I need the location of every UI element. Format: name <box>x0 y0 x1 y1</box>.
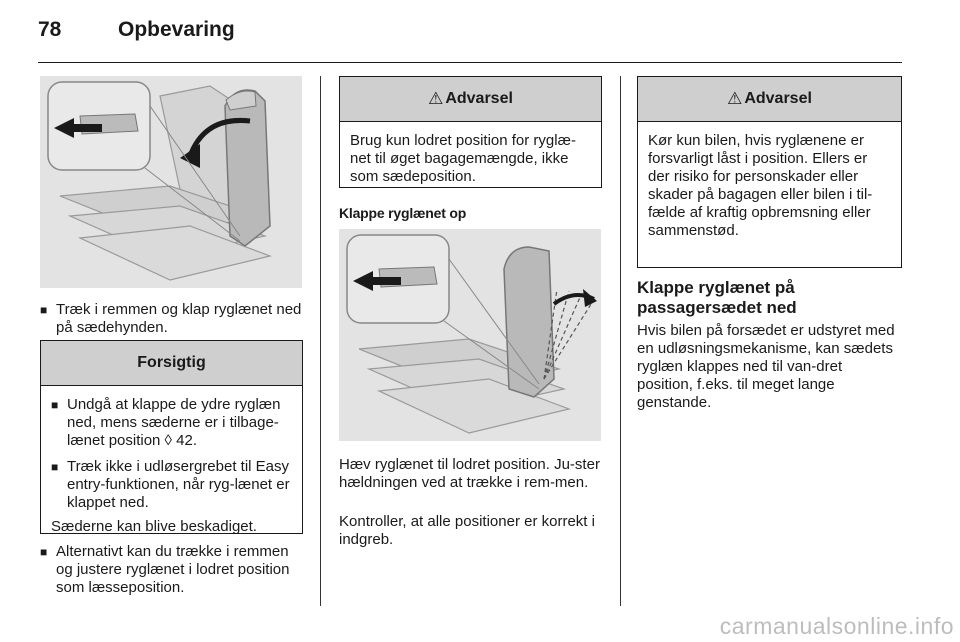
seat-raise-illustration <box>339 229 601 441</box>
warning-title: Advarsel <box>744 90 812 107</box>
seat-raise-drawing <box>339 229 601 441</box>
warning-header <box>638 77 901 122</box>
step-alternative-text: Alternativt kan du trække i remmen og justere ryglænet i lodret position som læsseposition. <box>56 543 290 596</box>
caution-item-easy-entry: Træk ikke i udløsergrebet til Easy entry-funktionen, når ryg-lænet er klappet ned. <box>67 458 290 511</box>
step-alternative <box>40 543 306 597</box>
bullet-icon: ■ <box>40 545 48 559</box>
warning-header <box>340 77 601 122</box>
passenger-seat-text: Hvis bilen på forsædet er udstyret med en udløsningsmekanisme, kan sædets ryglæn klappes ned til van-dret position, f.eks. til meget lange genstande. <box>637 322 895 411</box>
warning-title: Advarsel <box>445 90 513 107</box>
instruction-raise: Hæv ryglænet til lodret position. Ju-ster hældningen ved at trække i rem-men. <box>339 456 600 491</box>
seat-fold-illustration <box>40 76 302 288</box>
warning-text: Brug kun lodret position for ryglæ-net til øget bagagemængde, ikke som sædeposition. <box>350 132 576 185</box>
watermark: carmanualsonline.info <box>719 613 954 639</box>
section-title: Opbevaring <box>118 18 235 41</box>
bullet-icon: ■ <box>51 460 59 474</box>
warning-box-upright <box>339 76 602 188</box>
caution-header <box>41 341 302 386</box>
bullet-icon: ■ <box>40 303 48 317</box>
header-rule <box>38 62 902 63</box>
step-fold-down-text: Træk i remmen og klap ryglænet ned på sædehynden. <box>56 301 302 336</box>
caution-title: Forsigtig <box>137 354 206 371</box>
column-divider <box>320 76 321 606</box>
subheading-fold-up: Klappe ryglænet op <box>339 205 467 221</box>
bullet-icon: ■ <box>51 398 59 412</box>
instruction-check: Kontroller, at alle positioner er korrekt i indgreb. <box>339 513 595 548</box>
step-fold-down <box>40 301 302 337</box>
caution-note: Sæderne kan blive beskadiget. <box>51 518 257 535</box>
warning-box-locked <box>637 76 902 268</box>
page-number: 78 <box>38 18 62 41</box>
column-divider <box>620 76 621 606</box>
warning-icon: ⚠ <box>428 89 444 108</box>
warning-body <box>340 122 601 194</box>
warning-text: Kør kun bilen, hvis ryglænene er forsvarligt låst i position. Ellers er der risiko for personskader eller skader på bagagen eller bilen i til-fælde af kraftig opbremsning eller sammenstød. <box>648 132 873 239</box>
heading-passenger-seat: Klappe ryglænet på passagersædet ned <box>637 278 797 317</box>
caution-box <box>40 340 303 534</box>
seat-fold-drawing <box>40 76 302 288</box>
warning-body <box>638 122 901 248</box>
caution-body <box>41 386 302 544</box>
warning-icon: ⚠ <box>727 89 743 108</box>
caution-item-outer-backrest: Undgå at klappe de ydre ryglæn ned, mens sæderne er i tilbage-lænet position ◊ 42. <box>67 396 281 449</box>
